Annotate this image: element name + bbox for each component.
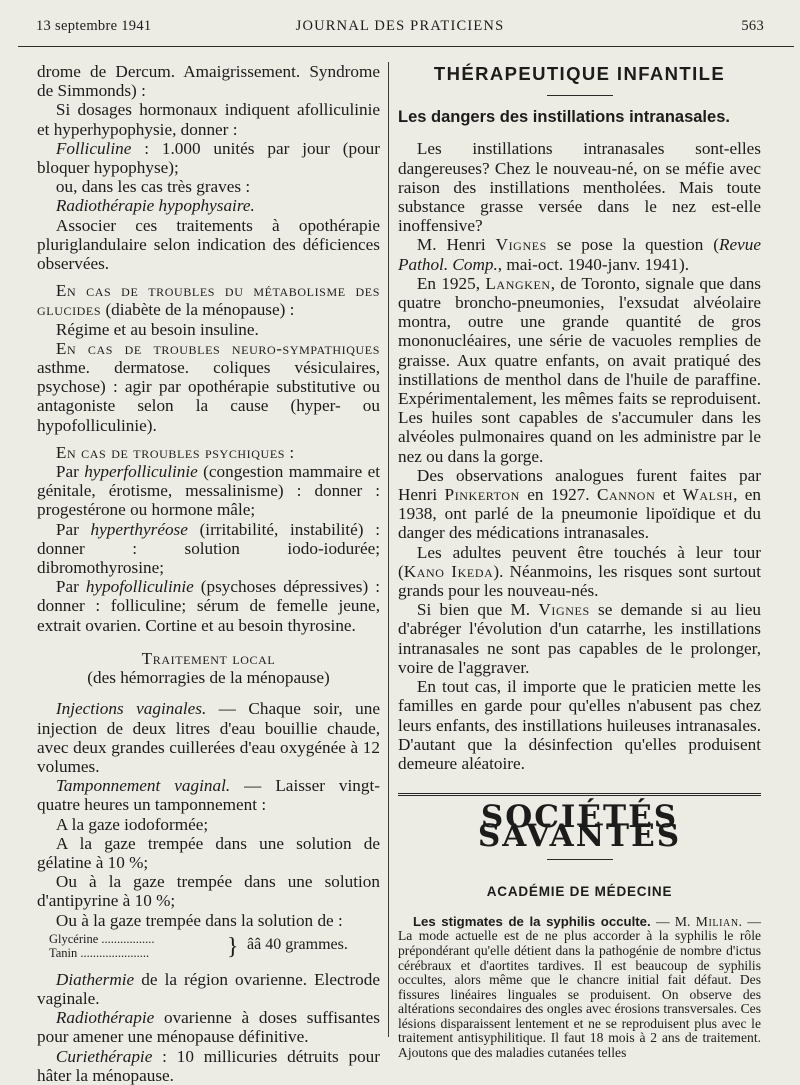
paragraph: Radiothérapie hypophysaire. [55,196,255,216]
divider [547,859,613,860]
paragraph: A la gaze trempée dans une solution de gélatine à 10 %; [37,833,380,872]
divider [547,95,613,96]
paragraph: Par hyperthyréose (irritabilité, instabilité) : donner : solution iodo-iodurée; dibromothyrosine; [37,519,380,578]
paragraph: ou, dans les cas très graves : [55,177,251,197]
paragraph: Si dosages hormonaux indiquent afolliculinie et hyperhypophysie, donner : [37,100,380,139]
paragraph: Radiothérapie ovarienne à doses suffisantes pour amener une ménopause définitive. [37,1008,380,1047]
paragraph: Par hyperfolliculinie (congestion mammaire et génitale, érotisme, messalinisme) : donner : progestérone ou hormone mâle; [37,462,380,520]
brace-symbol: } [227,933,239,960]
paragraph: M. Henri Vignes se pose la question (Revue Pathol. Comp., mai-oct. 1940-janv. 1941). [398,235,761,274]
subheading-psychiques: En cas de troubles psychiques : [55,442,295,462]
paragraph: Injections vaginales. — Chaque soir, une injection de deux litres d'eau bouillie chaude, avec deux grandes cuillerées d'eau oxygénée à 12 volumes. [37,699,380,776]
paragraph: En tout cas, il importe que le praticien mette les familles en garde pour qu'elles n'abusent pas chez leurs enfants, des instillations huileuses intranasales. D'autant que la désinfection qu'elles produisent demeure aléatoire. [398,677,761,773]
double-rule [398,793,761,796]
subheading-glucides: En cas de troubles du métabolisme des glucides (diabète de la ménopause) : [37,281,380,320]
societes-heading: SOCIÉTÉS SAVANTES [477,799,682,855]
paragraph: Des observations analogues furent faites par Henri Pinkerton en 1927. Cannon et Walsh, en 1938, ont parlé de la pneumonie lipoïdique et du danger des médications intranasales. [398,465,761,543]
section-heading: Traitement local [141,648,276,668]
column-divider [388,62,389,1037]
paragraph: Associer ces traitements à opothérapie pluriglandulaire selon indication des déficiences observées. [37,215,380,274]
subheading-neuro: En cas de troubles neuro-sympathiques asthme. dermatose. coliques vésiculaires, psychose) : agir par opothérapie substitutive ou antagoniste selon la cause (hyper- ou hypofolliculinie). [37,338,380,435]
issue-date: 13 septembre 1941 [36,18,152,34]
running-header [0,18,800,40]
header-rule [18,46,794,47]
paragraph: Les instillations intranasales sont-elles dangereuses? Chez le nouveau-né, on se méfie avec raison des instillations mentholées. Mais toute substance grasse versée dans le nez est-elle inoffensive? [398,139,761,236]
prescription-formula [37,932,380,966]
paragraph: Curiethérapie : 10 millicuries détruits pour hâter la ménopause. [37,1046,380,1085]
article-title: Les dangers des instillations intranasales. [398,108,730,127]
left-column [37,62,380,1085]
academie-heading: ACADÉMIE DE MÉDECINE [486,883,673,899]
paragraph: Régime et au besoin insuline. [55,319,259,339]
ingredient: Glycérine ................. [49,931,155,946]
dose: ââ 40 grammes. [247,935,348,953]
section-subheading: (des hémorragies de la ménopause) [87,668,330,688]
paragraph: Diathermie de la région ovarienne. Electrode vaginale. [37,969,380,1008]
paragraph: Folliculine : 1.000 unités par jour (pour bloquer hypophyse); [37,138,380,178]
section-title: THÉRAPEUTIQUE INFANTILE [433,63,726,84]
paragraph: Les adultes peuvent être touchés à leur tour (Kano Ikeda). Néanmoins, les risques sont surtout grands pour les nouveau-nés. [398,542,761,601]
paragraph: Par hypofolliculinie (psychoses dépressives) : donner : folliculine; sérum de femelle jeune, extrait ovarien. Cortine et au besoin thyrosine. [37,577,380,635]
ingredient: Tanin ...................... [49,945,150,960]
paragraph: Si bien que M. Vignes se demande si au lieu d'abréger l'évolution d'un catarrhe, les instillations intranasales ne sont pas capables de le prolonger, voire de l'aggraver. [398,600,761,677]
journal-title: JOURNAL DES PRATICIENS [295,18,505,34]
paragraph: Tamponnement vaginal. — Laisser vingt-quatre heures un tamponnement : [37,776,380,815]
paragraph: Ou à la gaze trempée dans la solution de : [55,910,343,930]
page-number: 563 [741,18,764,34]
paragraph: En 1925, Langken, de Toronto, signale que dans quatre broncho-pneumonies, l'exsudat alvéolaire montra, outre une grande quantité de gros mononucléaires, une série de vacuoles remplies de graisse. Aux quatre enfants, on avait pratiqué des instillations de menthol dans de l'huile de paraffine. Expérimentalement, les mêmes faits se reproduisent. Les huiles sont capables de s'accumuler dans les alvéoles pulmonaires quand on les administre par le nez ou dans la gorge. [398,273,761,466]
paragraph: drome de Dercum. Amaigrissement. Syndrome de Simmonds) : [37,62,380,101]
paragraph: A la gaze iodoformée; [55,814,209,834]
paragraph: Ou à la gaze trempée dans une solution d'antipyrine à 10 %; [37,872,380,911]
right-column [398,62,761,1061]
paragraph: Les stigmates de la syphilis occulte. — M. Milian. — La mode actuelle est de ne plus accorder à la syphilis le rôle prépondérant qu'elle détient dans la pathogénie de nombre d'ictus cérébraux et d'aortites tardives. Il est beaucoup de syphilis occultes, alors même que le chancre initial fait défaut. Des fissures linéaires linguales se produisent. On observe des altérations secondaires des ongles avec érosions transversales. Ces lésions disparaissent lentement et ne se reproduisent plus avec le traitement antisyphilitique. Il faut 18 mois à 2 ans de traitement. Ajoutons que des maladies cutanées telles [398,913,762,1061]
